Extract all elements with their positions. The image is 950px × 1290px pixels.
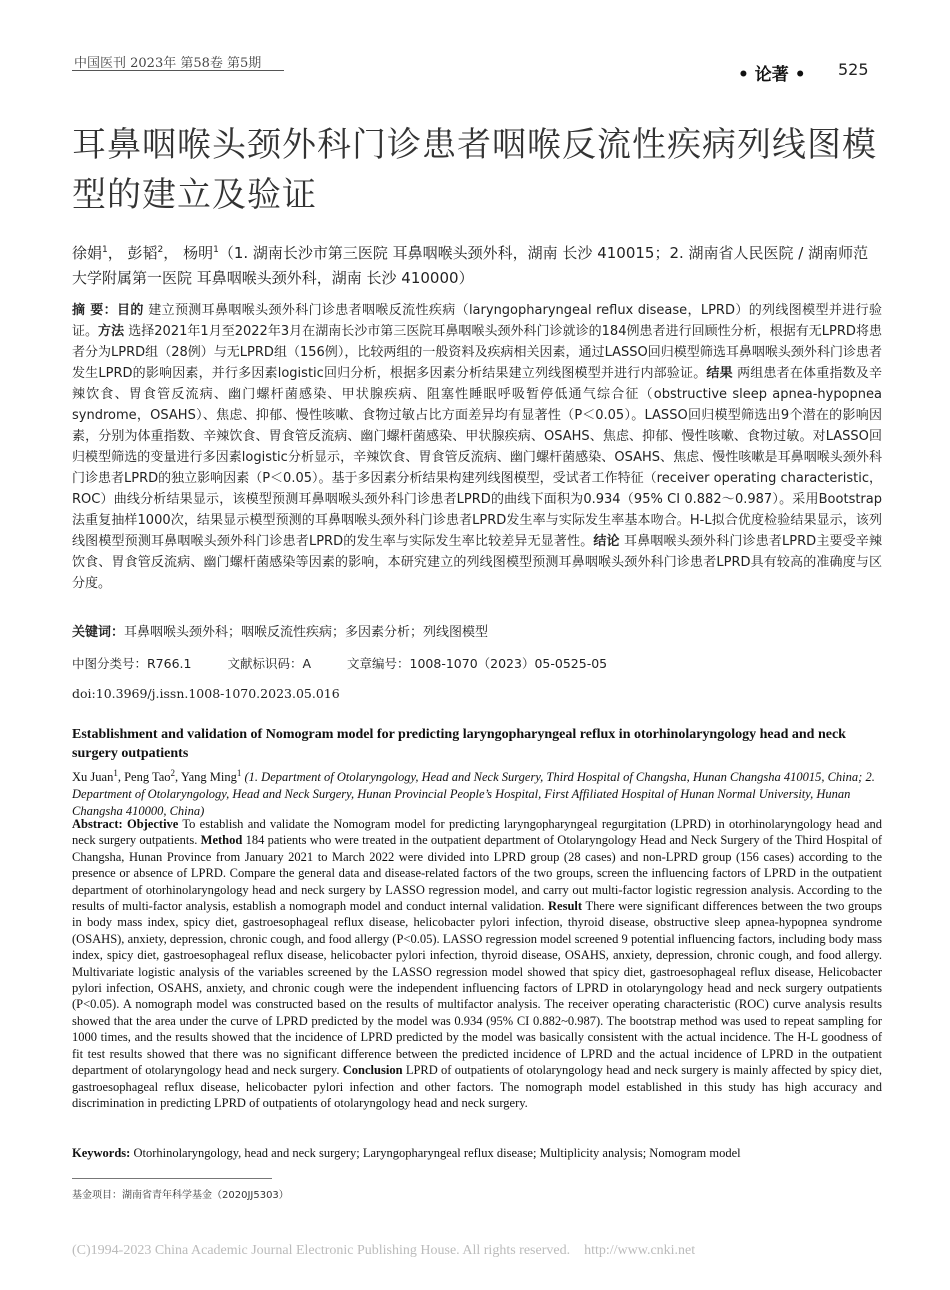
- footnote-rule: [72, 1178, 272, 1179]
- article-number: 文章编号：1008-1070（2023）05-0525-05: [347, 656, 608, 671]
- keywords-label: 关键词：: [72, 625, 125, 640]
- page-number: 525: [838, 60, 869, 79]
- fund-footnote: 基金项目：湖南省青年科学基金（2020JJ5303）: [72, 1190, 289, 1201]
- author-name: Yang Ming: [180, 770, 237, 785]
- abstract-en: [72, 816, 882, 1111]
- affiliation-en: (1. Department of Otolaryngology, Head and Neck Surgery, Third Hospital of Changsha, Hunan Changsha 410015, China; 2. Department of Otolaryngology, Head and Neck Surgery, Hunan Provincial People’s Hospital, First Affiliated Hospital of Hunan Normal University, Hunan Changsha 410000, China): [72, 770, 875, 819]
- method-text: 184 patients who were treated in the outpatient department of Otolaryngology Head and Neck Surgery of the Third Hospital of Changsha, Hunan Province from January 2021 to March 2022 were divided into LPRD group (28 cases) and non-LPRD group (156 cases) according to the presence or absence of LPRD. Compare the general data and disease-related factors of the two groups, screen the influencing factors of LPRD in the outpatient department of otorhinolaryngology head and neck surgery by LASSO regression model, and carry out multi-factor logistic regression analysis. According to the results of multi-factor analysis, establish a nomograph model and conduct internal validation.: [72, 833, 882, 914]
- method-label: Method: [200, 833, 243, 848]
- conclusion-label: 结论: [593, 534, 620, 549]
- author-name: 彭韬: [127, 244, 158, 262]
- conclusion-text: 耳鼻咽喉头颈外科门诊患者LPRD主要受辛辣饮食、胃食管反流病、幽门螺杆菌感染等因素的影响，本研究建立的列线图模型预测耳鼻咽喉头颈外科门诊患者LPRD具有较高的准确度与区分度。: [72, 534, 882, 591]
- author-name: Peng Tao: [124, 770, 171, 785]
- result-text: There were significant differences between the two groups in body mass index, spicy diet, gastroesophageal reflux disease, helicobacter pylori infection, thyroid disease, obstructive sleep apnea-hypopnea syndrome (OSAHS), anxiety, depression, chronic cough, and food allergy (P<0.05). LASSO regression model screened 9 potential influencing factors, including body mass index, spicy diet, gastroesophageal reflux disease, helicobacter pylori infection, thyroid disease, OSAHS, anxiety, depression, chronic cough, and food allergy. Multivariate logistic analysis of the variables screened by the LASSO regression model showed that spicy diet, gastroesophageal reflux disease, Helicobacter pylori infection, OSAHS, anxiety, and chronic cough were the independent influencing factors of LPRD in otolaryngology head and neck surgery outpatients (P<0.05). A nomograph model was constructed based on the results of multifactor analysis. The receiver operating characteristic (ROC) curve analysis results showed that the area under the curve of LPRD predicted by the model was 0.934 (95% CI 0.882~0.987). The bootstrap method was used to repeat sampling for 1000 times, and the results showed that the incidence of LPRD predicted by the model was basically consistent with the actual incidence. The H-L goodness of fit test results showed that there was no significant difference between the predicted incidence of LPRD and the actual incidence of LPRD in the outpatient department of otolaryngology head and neck surgery.: [72, 899, 882, 1078]
- abstract-cn: [72, 300, 882, 594]
- author-name: 徐娟: [72, 244, 103, 262]
- affiliation-cn: （1. 湖南长沙市第三医院 耳鼻咽喉头颈外科，湖南 长沙 410015；2. 湖南省人民医院 / 湖南师范大学附属第一医院 耳鼻咽喉头颈外科，湖南 长沙 410000）: [72, 244, 869, 287]
- abstract-label: 摘 要：: [72, 303, 117, 318]
- objective-label: Objective: [126, 817, 179, 831]
- doi: doi:10.3969/j.issn.1008-1070.2023.05.016: [72, 686, 340, 701]
- authors-en: Xu Juan$^1$, Peng Tao$^2$, Yang Ming$^1$ (1. Department of Otolaryngology, Head and Neck Surgery, Third Hospital of Changsha, Hunan Changsha 410015, China; 2. Department of Otolaryngology, Head and Neck Surgery, Hunan Provincial People’s Hospital, First Affiliated Hospital of Hunan Normal University, Hunan Changsha 410000, China): [72, 768, 875, 819]
- cnki-url[interactable]: http://www.cnki.net: [584, 1243, 696, 1258]
- objective-text: 建立预测耳鼻咽喉头颈外科门诊患者咽喉反流性疾病（laryngopharyngeal reflux disease，LPRD）的列线图模型并进行验证。: [72, 303, 882, 339]
- result-label: Result: [548, 899, 583, 914]
- abstract-label: Abstract:: [72, 817, 123, 831]
- document-code: 文献标识码：A: [227, 656, 312, 671]
- keywords-cn: [72, 621, 882, 640]
- copyright-text: (C)1994-2023 China Academic Journal Electronic Publishing House. All rights reserved.: [72, 1243, 571, 1258]
- running-header: 中国医刊 2023年 第58卷 第5期: [74, 56, 262, 71]
- authors-cn: 徐娟$^1$， 彭韬$^2$， 杨明$^1$（1. 湖南长沙市第三医院 耳鼻咽喉头颈外科，湖南 长沙 410015；2. 湖南省人民医院 / 湖南师范大学附属第一医院 耳鼻咽喉头颈外科，湖南 长沙 410000）: [72, 244, 869, 287]
- author-name: 杨明: [183, 244, 214, 262]
- author-sup: 1: [102, 245, 108, 255]
- article-title-cn: 耳鼻咽喉头颈外科门诊患者咽喉反流性疾病列线图模型的建立及验证: [72, 125, 877, 215]
- keywords-en: [72, 1146, 882, 1161]
- keywords-label: Keywords:: [72, 1146, 131, 1160]
- objective-text: To establish and validate the Nomogram model for predicting laryngopharyngeal regurgitation (LPRD) in otorhinolaryngology head and neck surgery outpatients.: [72, 817, 883, 848]
- author-sup: 2: [170, 768, 176, 778]
- result-label: 结果: [706, 366, 733, 381]
- result-text: 两组患者在体重指数及辛辣饮食、胃食管反流病、幽门螺杆菌感染、甲状腺疾病、阻塞性睡眠呼吸暂停低通气综合征（obstructive sleep apnea-hypopnea syndrome，OSAHS）、焦虑、抑郁、慢性咳嗽、食物过敏占比方面差异均有显著性（P＜0.05）。LASSO回归模型筛选出9个潜在的影响因素，分别为体重指数、辛辣饮食、胃食管反流病、幽门螺杆菌感染、甲状腺疾病、OSAHS、焦虑、抑郁、慢性咳嗽、食物过敏。对LASSO回归模型筛选的变量进行多因素logistic分析显示，辛辣饮食、胃食管反流病、幽门螺杆菌感染、OSAHS、焦虑、慢性咳嗽是耳鼻咽喉头颈外科门诊患者LPRD的独立影响因素（P＜0.05）。基于多因素分析结果构建列线图模型，受试者工作特征（receiver operating characteristic，ROC）曲线分析结果显示，该模型预测耳鼻咽喉头颈外科门诊患者LPRD的曲线下面积为0.934（95% CI 0.882～0.987）。采用Bootstrap法重复抽样1000次，结果显示模型预测的耳鼻咽喉头颈外科门诊患者LPRD发生率与实际发生率基本吻合。H-L拟合优度检验结果显示，该列线图模型预测耳鼻咽喉头颈外科门诊患者LPRD的发生率与实际发生率比较差异无显著性。: [72, 366, 882, 549]
- keywords-text: 耳鼻咽喉头颈外科；咽喉反流性疾病；多因素分析；列线图模型: [124, 625, 489, 640]
- header-rule: [72, 70, 284, 71]
- conclusion-text: LPRD of outpatients of otolaryngology head and neck surgery is mainly affected by spicy diet, gastroesophageal reflux disease, helicobacter pylori infection and other factors. The nomograph model established in this study has high accuracy and discrimination in predicting LPRD of outpatients of otolaryngology head and neck surgery.: [72, 1063, 883, 1110]
- author-sup: 1: [113, 768, 118, 778]
- clc-number: 中图分类号：R766.1: [72, 656, 192, 671]
- method-text: 选择2021年1月至2022年3月在湖南长沙市第三医院耳鼻咽喉头颈外科门诊就诊的184例患者进行回顾性分析，根据有无LPRD将患者分为LPRD组（28例）与无LPRD组（156例），比较两组的一般资料及疾病相关因素，通过LASSO回归模型筛选耳鼻咽喉头颈外科门诊患者发生LPRD的影响因素，并行多因素logistic回归分析，根据多因素分析结果建立列线图模型并进行内部验证。: [72, 324, 882, 381]
- copyright-watermark: [72, 1243, 695, 1259]
- classification-line: [72, 654, 882, 672]
- author-sup: 1: [213, 245, 219, 255]
- method-label: 方法: [98, 324, 125, 339]
- article-title-en: Establishment and validation of Nomogram model for predicting laryngopharyngeal reflux in otorhinolaryngology head and neck surgery outpatients: [72, 727, 846, 761]
- conclusion-label: Conclusion: [342, 1063, 403, 1078]
- objective-label: 目的: [116, 303, 144, 318]
- keywords-text: Otorhinolaryngology, head and neck surgery; Laryngopharyngeal reflux disease; Multiplicity analysis; Nomogram model: [133, 1146, 741, 1160]
- section-tag: • 论著 •: [738, 65, 806, 85]
- author-sup: 2: [157, 245, 164, 255]
- author-sup: 1: [236, 768, 242, 778]
- author-name: Xu Juan: [72, 770, 114, 785]
